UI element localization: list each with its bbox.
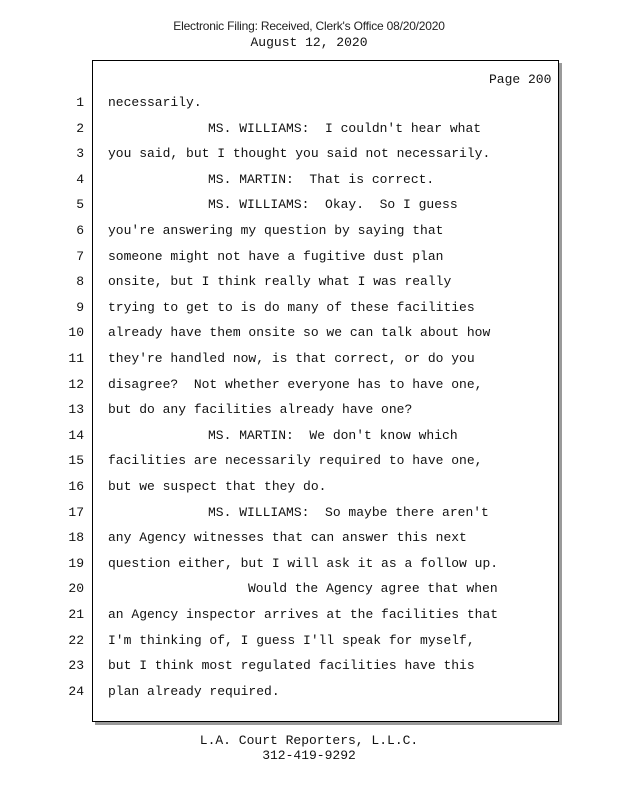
transcript-line bbox=[0, 325, 557, 345]
line-number: 10 bbox=[68, 325, 84, 341]
line-text: someone might not have a fugitive dust plan bbox=[108, 248, 444, 264]
line-number: 5 bbox=[76, 197, 84, 213]
line-number: 19 bbox=[68, 555, 84, 571]
line-text: plan already required. bbox=[108, 683, 280, 699]
transcript-line bbox=[0, 172, 557, 192]
line-text: onsite, but I think really what I was really bbox=[108, 274, 452, 290]
line-text: an Agency inspector arrives at the facilities that bbox=[108, 607, 499, 622]
transcript-line bbox=[0, 402, 557, 422]
transcript-line bbox=[0, 95, 557, 115]
line-number: 7 bbox=[76, 248, 84, 264]
page-number: Page 200 bbox=[489, 72, 552, 87]
line-number: 24 bbox=[68, 683, 84, 699]
line-number: 15 bbox=[68, 453, 84, 469]
line-text: MS. WILLIAMS: I couldn't hear what bbox=[208, 120, 482, 136]
line-text: MS. MARTIN: That is correct. bbox=[208, 171, 435, 187]
transcript-line bbox=[0, 223, 557, 243]
transcript-line bbox=[0, 607, 557, 627]
transcript-line bbox=[0, 377, 557, 397]
transcript-line bbox=[0, 121, 557, 141]
transcript-line bbox=[0, 633, 557, 653]
transcript-line bbox=[0, 556, 557, 576]
transcript-line bbox=[0, 300, 557, 320]
transcript-line bbox=[0, 274, 557, 294]
transcript-line bbox=[0, 505, 557, 525]
transcript-line bbox=[0, 453, 557, 473]
line-number: 9 bbox=[76, 299, 84, 315]
line-text: you're answering my question by saying that bbox=[108, 223, 444, 238]
line-text: they're handled now, is that correct, or do you bbox=[108, 351, 475, 366]
transcript-line bbox=[0, 530, 557, 550]
line-text: Would the Agency agree that when bbox=[248, 581, 498, 597]
line-number: 23 bbox=[68, 658, 84, 674]
line-number: 12 bbox=[68, 376, 84, 392]
line-number: 16 bbox=[68, 479, 84, 494]
transcript-line bbox=[0, 684, 557, 704]
transcript-line bbox=[0, 197, 557, 217]
line-number: 13 bbox=[68, 402, 84, 418]
line-text: MS. WILLIAMS: Okay. So I guess bbox=[208, 197, 458, 213]
transcript-line bbox=[0, 581, 557, 601]
line-text: you said, but I thought you said not necessarily. bbox=[108, 146, 491, 162]
line-number: 18 bbox=[68, 530, 84, 546]
line-text: but I think most regulated facilities have this bbox=[108, 658, 475, 674]
line-number: 6 bbox=[76, 223, 84, 238]
line-number: 3 bbox=[76, 146, 84, 162]
line-text: question either, but I will ask it as a follow up. bbox=[108, 555, 499, 571]
header-date: August 12, 2020 bbox=[250, 35, 368, 50]
line-number: 4 bbox=[76, 171, 84, 187]
line-number: 1 bbox=[76, 95, 84, 110]
line-text: any Agency witnesses that can answer this next bbox=[108, 530, 467, 546]
line-text: facilities are necessarily required to have one, bbox=[108, 453, 483, 469]
transcript-line bbox=[0, 658, 557, 678]
line-number: 11 bbox=[68, 351, 84, 366]
line-number: 20 bbox=[68, 581, 84, 597]
line-text: trying to get to is do many of these facilities bbox=[108, 299, 475, 315]
line-number: 17 bbox=[68, 504, 84, 520]
line-text: already have them onsite so we can talk about how bbox=[108, 325, 491, 341]
line-text: necessarily. bbox=[108, 95, 202, 110]
line-number: 2 bbox=[76, 120, 84, 136]
line-number: 22 bbox=[68, 632, 84, 648]
transcript-line bbox=[0, 351, 557, 371]
line-text: I'm thinking of, I guess I'll speak for myself, bbox=[108, 632, 475, 648]
line-number: 8 bbox=[76, 274, 84, 290]
line-text: but do any facilities already have one? bbox=[108, 402, 413, 418]
transcript-line bbox=[0, 249, 557, 269]
line-text: MS. WILLIAMS: So maybe there aren't bbox=[208, 504, 489, 520]
transcript-line bbox=[0, 428, 557, 448]
transcript-line bbox=[0, 146, 557, 166]
filing-stamp: Electronic Filing: Received, Clerk's Office 08/20/2020 bbox=[173, 19, 445, 33]
line-number: 21 bbox=[68, 607, 84, 622]
line-text: but we suspect that they do. bbox=[108, 479, 327, 494]
line-text: MS. MARTIN: We don't know which bbox=[208, 427, 458, 443]
footer-company: L.A. Court Reporters, L.L.C. bbox=[199, 733, 419, 748]
footer-phone: 312-419-9292 bbox=[262, 748, 356, 763]
line-number: 14 bbox=[68, 427, 84, 443]
line-text: disagree? Not whether everyone has to have one, bbox=[108, 376, 483, 392]
transcript-line bbox=[0, 479, 557, 499]
